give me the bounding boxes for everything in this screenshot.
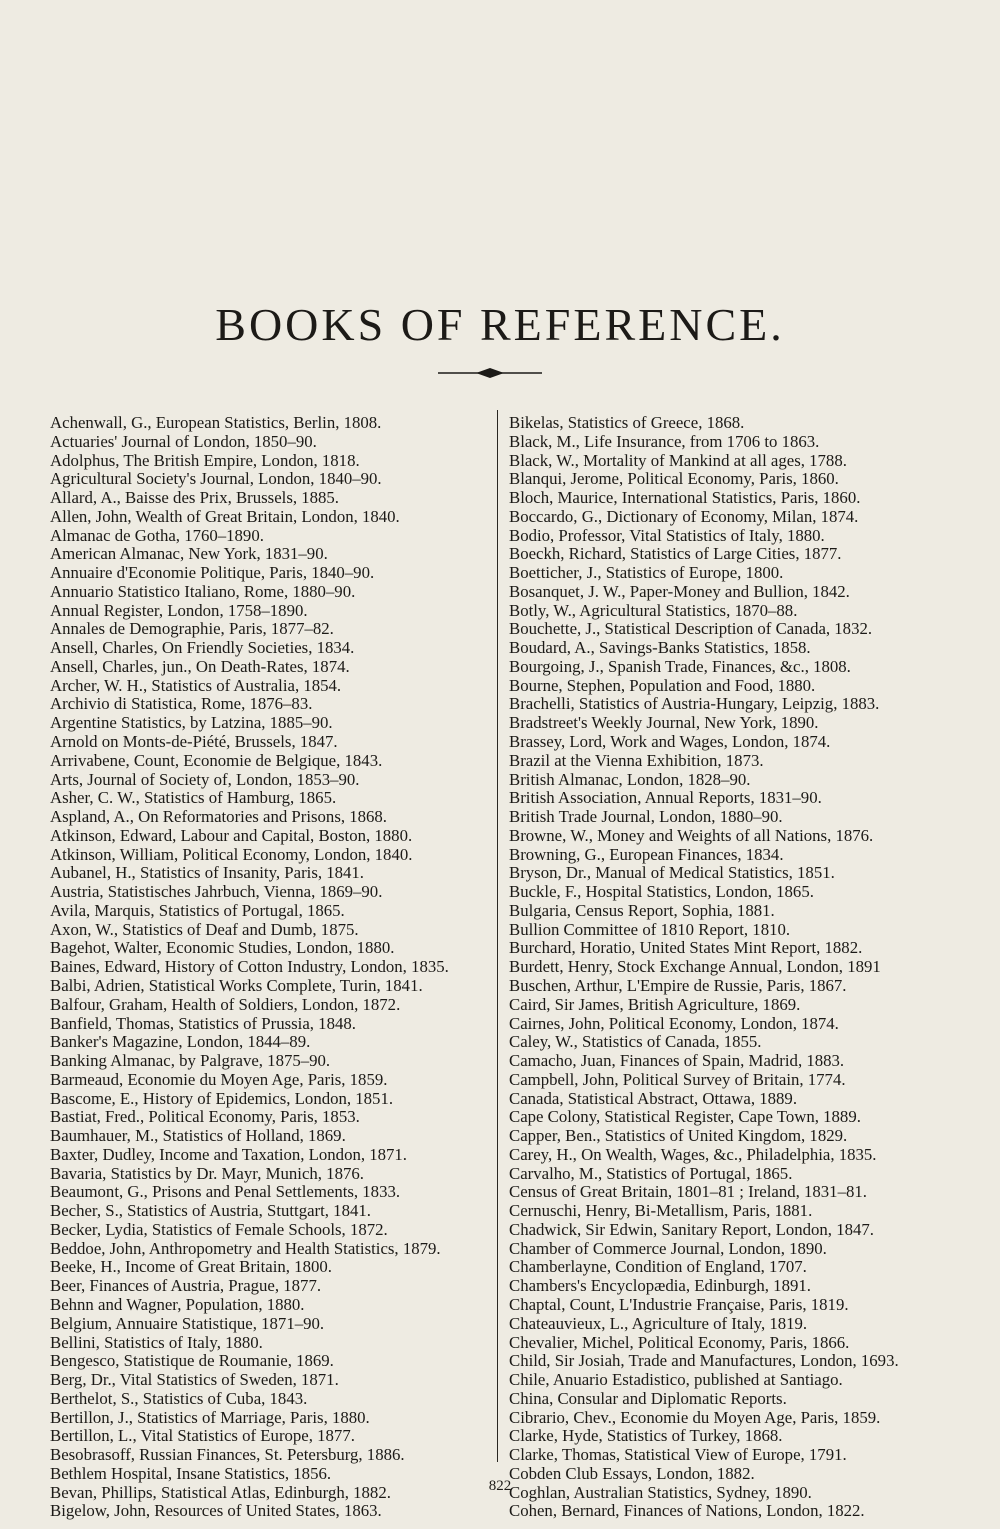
reference-entry: Census of Great Britain, 1801–81 ; Ireland, 1831–81.	[509, 1182, 867, 1202]
reference-entry: Chambers's Encyclopædia, Edinburgh, 1891.	[509, 1276, 811, 1296]
reference-entry: Canada, Statistical Abstract, Ottawa, 1889.	[509, 1088, 798, 1108]
reference-entry: Bradstreet's Weekly Journal, New York, 1890.	[509, 713, 819, 733]
reference-entry: Ansell, Charles, On Friendly Societies, 1834.	[50, 638, 355, 658]
reference-entry: Boetticher, J., Statistics of Europe, 1800.	[509, 563, 784, 583]
reference-entry: Brassey, Lord, Work and Wages, London, 1874.	[509, 732, 831, 752]
reference-entry: Cobden Club Essays, London, 1882.	[509, 1463, 755, 1483]
reference-entry: Bourne, Stephen, Population and Food, 1880.	[509, 675, 816, 695]
reference-entry: Annuaire d'Economie Politique, Paris, 1840–90.	[50, 563, 375, 583]
reference-entry: Bryson, Dr., Manual of Medical Statistics, 1851.	[509, 863, 835, 883]
reference-entry: Adolphus, The British Empire, London, 1818.	[50, 450, 360, 470]
reference-entry: Boudard, A., Savings-Banks Statistics, 1858.	[509, 638, 811, 658]
reference-entry: Behnn and Wagner, Population, 1880.	[50, 1294, 305, 1314]
reference-entry: Bullion Committee of 1810 Report, 1810.	[509, 919, 791, 939]
reference-entry: Brazil at the Vienna Exhibition, 1873.	[509, 750, 764, 770]
reference-entry: Chadwick, Sir Edwin, Sanitary Report, London, 1847.	[509, 1219, 874, 1239]
reference-entry: Belgium, Annuaire Statistique, 1871–90.	[50, 1313, 325, 1333]
reference-entry: Ansell, Charles, jun., On Death-Rates, 1874.	[50, 656, 350, 676]
reference-entry: Botly, W., Agricultural Statistics, 1870–88.	[509, 600, 798, 620]
reference-entry: Bertillon, J., Statistics of Marriage, Paris, 1880.	[50, 1407, 370, 1427]
reference-entry: Besobrasoff, Russian Finances, St. Petersburg, 1886.	[50, 1445, 405, 1465]
reference-entry: Balbi, Adrien, Statistical Works Complete, Turin, 1841.	[50, 975, 423, 995]
reference-entry: Clarke, Thomas, Statistical View of Europe, 1791.	[509, 1445, 847, 1465]
reference-entry: American Almanac, New York, 1831–90.	[50, 544, 328, 564]
reference-entry: China, Consular and Diplomatic Reports.	[509, 1388, 787, 1408]
reference-entry: Caird, Sir James, British Agriculture, 1869.	[509, 994, 801, 1014]
reference-entry: Carey, H., On Wealth, Wages, &c., Philadelphia, 1835.	[509, 1144, 877, 1164]
reference-entry: Burdett, Henry, Stock Exchange Annual, London, 1891	[509, 957, 881, 977]
reference-entry: Beaumont, G., Prisons and Penal Settlements, 1833.	[50, 1182, 401, 1202]
reference-list-left-column	[50, 414, 490, 1521]
reference-entry: British Almanac, London, 1828–90.	[509, 769, 751, 789]
reference-entry: Capper, Ben., Statistics of United Kingdom, 1829.	[509, 1126, 848, 1146]
reference-entry: Arnold on Monts-de-Piété, Brussels, 1847.	[50, 732, 338, 752]
reference-entry: Arrivabene, Count, Economie de Belgique, 1843.	[50, 750, 383, 770]
reference-entry: British Trade Journal, London, 1880–90.	[509, 807, 783, 827]
reference-entry: Annales de Demographie, Paris, 1877–82.	[50, 619, 334, 639]
reference-entry: Aspland, A., On Reformatories and Prisons, 1868.	[50, 807, 387, 827]
reference-entry: Avila, Marquis, Statistics of Portugal, 1865.	[50, 900, 345, 920]
reference-entry: Blanqui, Jerome, Political Economy, Paris, 1860.	[509, 469, 839, 489]
reference-entry: Arts, Journal of Society of, London, 1853–90.	[50, 769, 360, 789]
reference-entry: Bulgaria, Census Report, Sophia, 1881.	[509, 900, 775, 920]
reference-entry: Brachelli, Statistics of Austria-Hungary, Leipzig, 1883.	[509, 694, 880, 714]
reference-entry: Bloch, Maurice, International Statistics, Paris, 1860.	[509, 488, 861, 508]
page-number: 822	[488, 1478, 512, 1494]
reference-entry: Almanac de Gotha, 1760–1890.	[50, 525, 264, 545]
reference-entry: Burchard, Horatio, United States Mint Report, 1882.	[509, 938, 863, 958]
reference-entry: Bagehot, Walter, Economic Studies, London, 1880.	[50, 938, 395, 958]
reference-entry: Bourgoing, J., Spanish Trade, Finances, &c., 1808.	[509, 656, 851, 676]
reference-entry: Austria, Statistisches Jahrbuch, Vienna, 1869–90.	[50, 882, 383, 902]
reference-entry: Cape Colony, Statistical Register, Cape Town, 1889.	[509, 1107, 861, 1127]
reference-entry: Browne, W., Money and Weights of all Nations, 1876.	[509, 825, 874, 845]
reference-entry: Bevan, Phillips, Statistical Atlas, Edinburgh, 1882.	[50, 1482, 391, 1502]
reference-entry: Balfour, Graham, Health of Soldiers, London, 1872.	[50, 994, 401, 1014]
reference-entry: Allen, John, Wealth of Great Britain, London, 1840.	[50, 506, 400, 526]
reference-entry: Baumhauer, M., Statistics of Holland, 1869.	[50, 1126, 346, 1146]
reference-entry: Boeckh, Richard, Statistics of Large Cities, 1877.	[509, 544, 842, 564]
reference-entry: Axon, W., Statistics of Deaf and Dumb, 1875.	[50, 919, 359, 939]
reference-entry: Berthelot, S., Statistics of Cuba, 1843.	[50, 1388, 308, 1408]
reference-entry: Caley, W., Statistics of Canada, 1855.	[509, 1032, 762, 1052]
reference-entry: Banking Almanac, by Palgrave, 1875–90.	[50, 1051, 331, 1071]
reference-entry: Bodio, Professor, Vital Statistics of Italy, 1880.	[509, 525, 825, 545]
reference-entry: Black, W., Mortality of Mankind at all ages, 1788.	[509, 450, 847, 470]
reference-entry: Bengesco, Statistique de Roumanie, 1869.	[50, 1351, 334, 1371]
reference-entry: Bigelow, John, Resources of United States, 1863.	[50, 1501, 382, 1521]
reference-entry: Cairnes, John, Political Economy, London, 1874.	[509, 1013, 839, 1033]
page-title: BOOKS OF REFERENCE.	[215, 299, 785, 350]
reference-entry: Bastiat, Fred., Political Economy, Paris, 1853.	[50, 1107, 360, 1127]
reference-entry: Child, Sir Josiah, Trade and Manufactures, London, 1693.	[509, 1351, 899, 1371]
reference-entry: Allard, A., Baisse des Prix, Brussels, 1885.	[50, 488, 340, 508]
reference-entry: Black, M., Life Insurance, from 1706 to 1863.	[509, 431, 820, 451]
reference-entry: Atkinson, Edward, Labour and Capital, Boston, 1880.	[50, 825, 413, 845]
reference-entry: Boccardo, G., Dictionary of Economy, Milan, 1874.	[509, 506, 859, 526]
reference-entry: Aubanel, H., Statistics of Insanity, Paris, 1841.	[50, 863, 364, 883]
reference-entry: Archer, W. H., Statistics of Australia, 1854.	[50, 675, 342, 695]
reference-entry: Asher, C. W., Statistics of Hamburg, 1865.	[50, 788, 337, 808]
reference-entry: Bascome, E., History of Epidemics, London, 1851.	[50, 1088, 394, 1108]
reference-entry: Bosanquet, J. W., Paper-Money and Bullion, 1842.	[509, 581, 850, 601]
reference-entry: Annuario Statistico Italiano, Rome, 1880–90.	[50, 581, 356, 601]
reference-entry: Cernuschi, Henry, Bi-Metallism, Paris, 1881.	[509, 1201, 813, 1221]
reference-entry: Browning, G., European Finances, 1834.	[509, 844, 784, 864]
reference-entry: Atkinson, William, Political Economy, London, 1840.	[50, 844, 413, 864]
reference-entry: Chamber of Commerce Journal, London, 1890.	[509, 1238, 827, 1258]
reference-entry: Baxter, Dudley, Income and Taxation, London, 1871.	[50, 1144, 408, 1164]
reference-entry: Beer, Finances of Austria, Prague, 1877.	[50, 1276, 322, 1296]
title-ornament-rule	[438, 366, 542, 380]
reference-entry: Cohen, Bernard, Finances of Nations, London, 1822.	[509, 1501, 865, 1521]
reference-entry: Barmeaud, Economie du Moyen Age, Paris, 1859.	[50, 1069, 388, 1089]
reference-entry: Buschen, Arthur, L'Empire de Russie, Paris, 1867.	[509, 975, 847, 995]
reference-entry: Bouchette, J., Statistical Description of Canada, 1832.	[509, 619, 873, 639]
reference-entry: Campbell, John, Political Survey of Britain, 1774.	[509, 1069, 846, 1089]
reference-entry: Buckle, F., Hospital Statistics, London, 1865.	[509, 882, 814, 902]
reference-entry: Bavaria, Statistics by Dr. Mayr, Munich, 1876.	[50, 1163, 364, 1183]
reference-entry: Chaptal, Count, L'Industrie Française, Paris, 1819.	[509, 1294, 849, 1314]
reference-entry: Beddoe, John, Anthropometry and Health Statistics, 1879.	[50, 1238, 441, 1258]
reference-entry: Bertillon, L., Vital Statistics of Europe, 1877.	[50, 1426, 355, 1446]
reference-entry: Baines, Edward, History of Cotton Industry, London, 1835.	[50, 957, 449, 977]
reference-entry: Archivio di Statistica, Rome, 1876–83.	[50, 694, 313, 714]
reference-entry: Becher, S., Statistics of Austria, Stuttgart, 1841.	[50, 1201, 371, 1221]
reference-entry: Actuaries' Journal of London, 1850–90.	[50, 431, 317, 451]
reference-entry: Chile, Anuario Estadistico, published at Santiago.	[509, 1370, 843, 1390]
reference-entry: Carvalho, M., Statistics of Portugal, 1865.	[509, 1163, 793, 1183]
reference-entry: Achenwall, G., European Statistics, Berlin, 1808.	[50, 413, 382, 432]
reference-entry: Chateauvieux, L., Agriculture of Italy, 1819.	[509, 1313, 808, 1333]
reference-entry: British Association, Annual Reports, 1831–90.	[509, 788, 822, 808]
reference-list-right-column	[509, 414, 954, 1521]
reference-entry: Chevalier, Michel, Political Economy, Paris, 1866.	[509, 1332, 850, 1352]
reference-entry: Agricultural Society's Journal, London, 1840–90.	[50, 469, 382, 489]
reference-entry: Beeke, H., Income of Great Britain, 1800.	[50, 1257, 332, 1277]
reference-entry: Bellini, Statistics of Italy, 1880.	[50, 1332, 263, 1352]
reference-entry: Camacho, Juan, Finances of Spain, Madrid, 1883.	[509, 1051, 845, 1071]
reference-entry: Bethlem Hospital, Insane Statistics, 1856.	[50, 1463, 332, 1483]
reference-entry: Banker's Magazine, London, 1844–89.	[50, 1032, 311, 1052]
reference-entry: Bikelas, Statistics of Greece, 1868.	[509, 413, 745, 432]
reference-entry: Banfield, Thomas, Statistics of Prussia, 1848.	[50, 1013, 356, 1033]
column-divider	[497, 410, 498, 1462]
reference-entry: Chamberlayne, Condition of England, 1707.	[509, 1257, 807, 1277]
reference-entry: Becker, Lydia, Statistics of Female Schools, 1872.	[50, 1219, 388, 1239]
reference-entry: Coghlan, Australian Statistics, Sydney, 1890.	[509, 1482, 812, 1502]
reference-entry: Argentine Statistics, by Latzina, 1885–90.	[50, 713, 333, 733]
reference-entry: Annual Register, London, 1758–1890.	[50, 600, 308, 620]
reference-entry: Cibrario, Chev., Economie du Moyen Age, Paris, 1859.	[509, 1407, 881, 1427]
reference-entry: Berg, Dr., Vital Statistics of Sweden, 1871.	[50, 1370, 339, 1390]
reference-entry: Clarke, Hyde, Statistics of Turkey, 1868.	[509, 1426, 783, 1446]
